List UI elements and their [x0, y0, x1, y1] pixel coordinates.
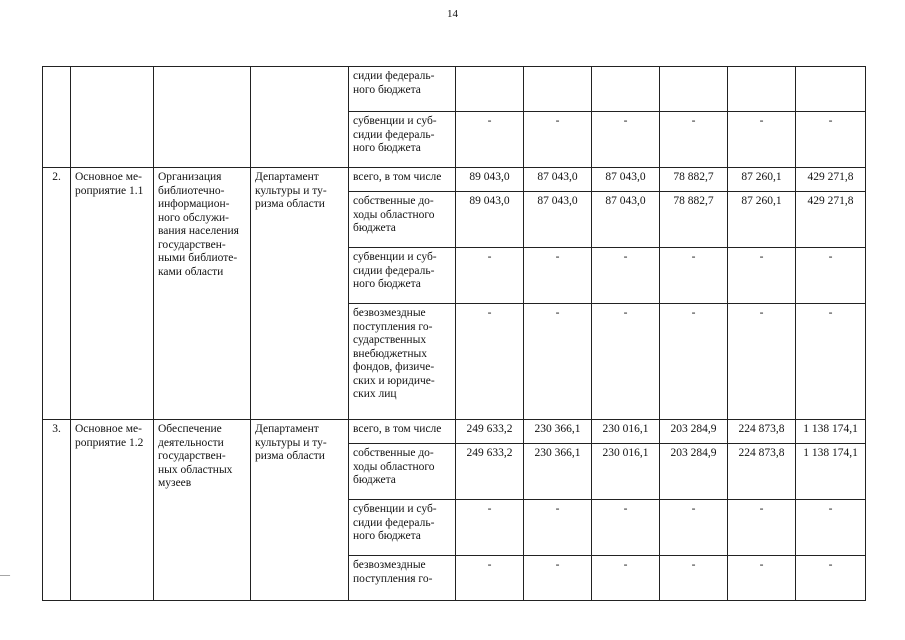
funding-type-cell: субвенции и суб- сидии федераль- ного бюджета — [349, 112, 456, 168]
value-cell: - — [660, 112, 728, 168]
funding-type-cell: собственные до- ходы областного бюджета — [349, 444, 456, 500]
value-cell: 89 043,0 — [456, 168, 524, 192]
value-cell: 203 284,9 — [660, 420, 728, 444]
value-cell: - — [456, 500, 524, 556]
value-cell: 87 043,0 — [592, 168, 660, 192]
value-cell: 87 043,0 — [592, 192, 660, 248]
budget-table — [42, 66, 866, 601]
name-cell — [71, 67, 154, 168]
value-cell: - — [728, 556, 796, 601]
value-cell: - — [592, 304, 660, 420]
value-cell: - — [796, 304, 866, 420]
value-cell: - — [524, 500, 592, 556]
value-cell: 1 138 174,1 — [796, 444, 866, 500]
value-cell: 249 633,2 — [456, 420, 524, 444]
num-cell — [43, 67, 71, 168]
funding-type-cell: субвенции и суб- сидии федераль- ного бюджета — [349, 500, 456, 556]
value-cell: 78 882,7 — [660, 168, 728, 192]
table-row — [43, 168, 866, 192]
desc-cell — [154, 67, 251, 168]
value-cell: 224 873,8 — [728, 444, 796, 500]
value-cell: - — [524, 304, 592, 420]
value-cell: - — [660, 248, 728, 304]
value-cell: 87 260,1 — [728, 168, 796, 192]
funding-type-cell: субвенции и суб- сидии федераль- ного бюджета — [349, 248, 456, 304]
row-number-cell: 2. — [43, 168, 71, 420]
value-cell: 87 260,1 — [728, 192, 796, 248]
value-cell: - — [524, 248, 592, 304]
value-cell: - — [456, 112, 524, 168]
value-cell: - — [796, 248, 866, 304]
funding-type-cell: безвозмездные поступления го- — [349, 556, 456, 601]
value-cell: 89 043,0 — [456, 192, 524, 248]
measure-name-cell: Основное ме- роприятие 1.1 — [71, 168, 154, 420]
value-cell: - — [592, 500, 660, 556]
value-cell: - — [728, 112, 796, 168]
measure-description-cell: Организация библиотечно- информацион- ного обслужи- вания населения государствен- ными библиоте- ками области — [154, 168, 251, 420]
value-cell — [456, 67, 524, 112]
department-cell: Департамент культуры и ту- ризма области — [251, 168, 349, 420]
value-cell: - — [456, 248, 524, 304]
value-cell: - — [592, 556, 660, 601]
value-cell — [524, 67, 592, 112]
dept-cell — [251, 67, 349, 168]
value-cell: - — [524, 556, 592, 601]
value-cell: - — [524, 112, 592, 168]
measure-description-cell: Обеспечение деятельности государствен- ных областных музеев — [154, 420, 251, 601]
margin-mark: — — [0, 570, 10, 581]
value-cell: - — [660, 500, 728, 556]
value-cell: 429 271,8 — [796, 168, 866, 192]
funding-type-cell: всего, в том числе — [349, 168, 456, 192]
value-cell — [728, 67, 796, 112]
value-cell: - — [660, 556, 728, 601]
table-row — [43, 67, 866, 112]
value-cell: - — [592, 112, 660, 168]
table-row — [43, 420, 866, 444]
value-cell: - — [796, 500, 866, 556]
value-cell — [660, 67, 728, 112]
value-cell: - — [796, 556, 866, 601]
department-cell: Департамент культуры и ту- ризма области — [251, 420, 349, 601]
measure-name-cell: Основное ме- роприятие 1.2 — [71, 420, 154, 601]
funding-type-cell: всего, в том числе — [349, 420, 456, 444]
value-cell: 87 043,0 — [524, 192, 592, 248]
value-cell: - — [592, 248, 660, 304]
value-cell: - — [456, 556, 524, 601]
funding-type-cell: собственные до- ходы областного бюджета — [349, 192, 456, 248]
value-cell: - — [796, 112, 866, 168]
value-cell: - — [728, 304, 796, 420]
value-cell: 429 271,8 — [796, 192, 866, 248]
value-cell: 230 366,1 — [524, 444, 592, 500]
value-cell: 230 016,1 — [592, 444, 660, 500]
value-cell — [796, 67, 866, 112]
funding-type-cell: безвозмездные поступления го- сударственных внебюджетных фондов, физиче- ских и юридиче- ских лиц — [349, 304, 456, 420]
value-cell: - — [728, 248, 796, 304]
value-cell: 78 882,7 — [660, 192, 728, 248]
value-cell: 203 284,9 — [660, 444, 728, 500]
budget-table-body — [43, 67, 866, 601]
value-cell: 249 633,2 — [456, 444, 524, 500]
value-cell: - — [660, 304, 728, 420]
value-cell: 230 016,1 — [592, 420, 660, 444]
value-cell: 224 873,8 — [728, 420, 796, 444]
value-cell: 1 138 174,1 — [796, 420, 866, 444]
funding-type-cell: сидии федераль- ного бюджета — [349, 67, 456, 112]
value-cell: - — [456, 304, 524, 420]
value-cell: - — [728, 500, 796, 556]
value-cell: 230 366,1 — [524, 420, 592, 444]
value-cell: 87 043,0 — [524, 168, 592, 192]
value-cell — [592, 67, 660, 112]
row-number-cell: 3. — [43, 420, 71, 601]
page-number: 14 — [447, 8, 458, 20]
